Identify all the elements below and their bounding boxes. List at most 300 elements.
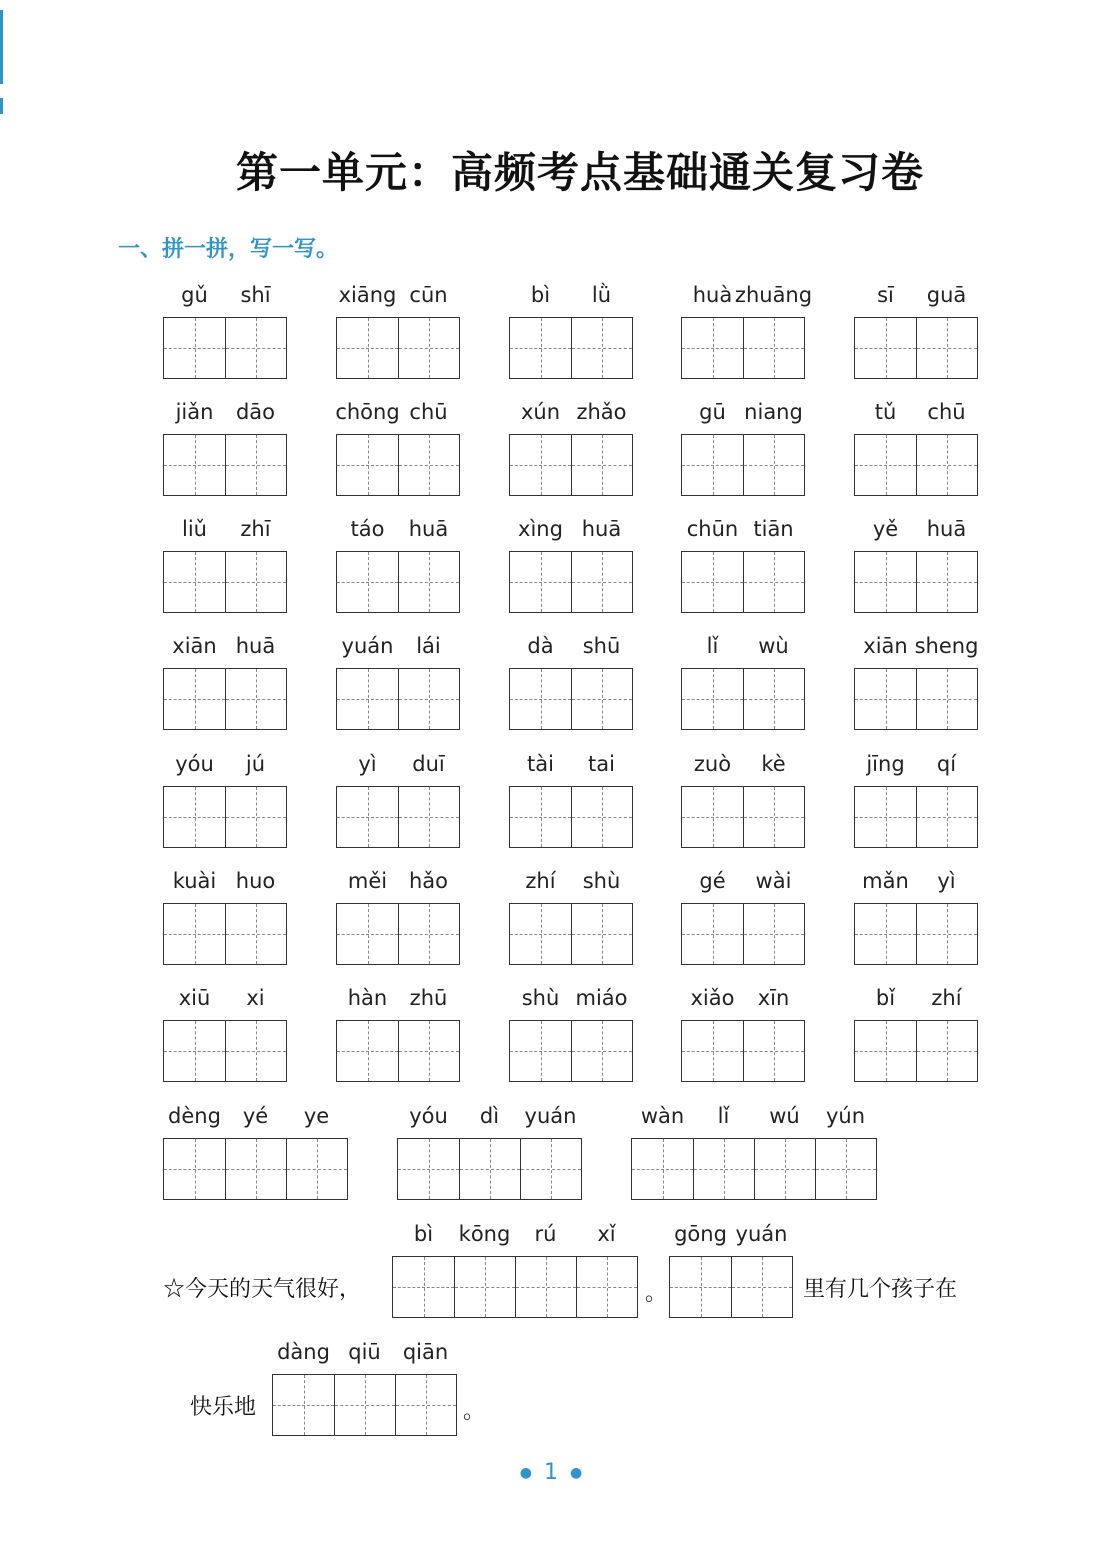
writing-cell[interactable] — [682, 1021, 743, 1081]
word-item — [509, 869, 634, 969]
pinyin-syllable: jiǎn — [175, 400, 214, 424]
writing-grid — [854, 317, 978, 379]
pinyin-label — [163, 283, 285, 311]
pinyin-label — [163, 400, 285, 428]
pinyin-label — [336, 283, 458, 311]
writing-cell[interactable] — [273, 1375, 334, 1435]
word-item — [854, 283, 979, 383]
writing-cell[interactable] — [454, 1257, 515, 1317]
writing-cell[interactable] — [743, 904, 804, 964]
writing-cell[interactable] — [682, 552, 743, 612]
pinyin-syllable: zhí — [931, 986, 962, 1010]
pinyin-syllable: dì — [479, 1104, 500, 1128]
writing-grid — [854, 903, 978, 965]
writing-cell[interactable] — [670, 1257, 731, 1317]
writing-cell[interactable] — [743, 1021, 804, 1081]
writing-grid — [163, 668, 287, 730]
writing-cell[interactable] — [395, 1375, 456, 1435]
word-item — [681, 283, 813, 383]
writing-cell[interactable] — [916, 435, 977, 495]
word-item — [854, 986, 979, 1086]
pinyin-syllable: dàng — [277, 1340, 330, 1364]
writing-grid — [392, 1256, 638, 1318]
word-item — [163, 517, 288, 617]
writing-cell[interactable] — [510, 787, 571, 847]
writing-grid — [681, 668, 805, 730]
pinyin-syllable: niang — [744, 400, 803, 424]
writing-cell[interactable] — [743, 669, 804, 729]
writing-grid — [509, 434, 633, 496]
pinyin-syllable: guā — [926, 283, 967, 307]
pinyin-syllable: qí — [936, 752, 957, 776]
writing-cell[interactable] — [682, 669, 743, 729]
writing-grid — [854, 1020, 978, 1082]
writing-cell[interactable] — [682, 318, 743, 378]
word-item — [509, 400, 634, 500]
word-item — [336, 869, 461, 969]
pinyin-syllable: yì — [358, 752, 377, 776]
writing-grid — [509, 786, 633, 848]
writing-cell[interactable] — [571, 318, 632, 378]
writing-cell[interactable] — [855, 435, 916, 495]
writing-grid — [163, 903, 287, 965]
word-item — [681, 752, 806, 852]
writing-grid — [397, 1138, 582, 1200]
writing-cell[interactable] — [398, 669, 459, 729]
pinyin-syllable: zhí — [525, 869, 556, 893]
writing-cell[interactable] — [632, 1139, 693, 1199]
writing-cell[interactable] — [743, 318, 804, 378]
sentence-text: 快乐地 — [190, 1395, 257, 1420]
pinyin-label — [854, 869, 976, 897]
writing-cell[interactable] — [164, 1021, 225, 1081]
writing-cell[interactable] — [576, 1257, 637, 1317]
pinyin-syllable: kōng — [458, 1222, 511, 1246]
word-item — [163, 986, 288, 1086]
writing-cell[interactable] — [337, 787, 398, 847]
pinyin-syllable: zhǎo — [576, 400, 627, 424]
writing-cell[interactable] — [571, 1021, 632, 1081]
word-item — [509, 283, 634, 383]
edge-mark — [0, 10, 3, 84]
writing-cell[interactable] — [164, 552, 225, 612]
pinyin-syllable: yóu — [175, 752, 214, 776]
sentence-text: 。 — [463, 1399, 486, 1424]
pinyin-syllable: bì — [413, 1222, 434, 1246]
writing-cell[interactable] — [855, 787, 916, 847]
pinyin-label — [854, 986, 976, 1014]
pinyin-label — [854, 400, 976, 428]
writing-cell[interactable] — [398, 318, 459, 378]
writing-cell[interactable] — [571, 435, 632, 495]
pinyin-syllable: cūn — [409, 283, 448, 307]
pinyin-syllable: huā — [235, 634, 276, 658]
word-item — [163, 752, 288, 852]
pinyin-syllable: gū — [699, 400, 726, 424]
pinyin-syllable: qiān — [402, 1340, 449, 1364]
pinyin-syllable: zhū — [409, 986, 448, 1010]
writing-cell[interactable] — [682, 787, 743, 847]
pinyin-syllable: rú — [534, 1222, 557, 1246]
pinyin-syllable: zhuāng — [734, 283, 813, 307]
writing-grid — [336, 786, 460, 848]
pinyin-syllable: xiū — [178, 986, 211, 1010]
pinyin-syllable: zuò — [693, 752, 732, 776]
pinyin-label — [681, 517, 803, 545]
writing-cell[interactable] — [334, 1375, 395, 1435]
writing-cell[interactable] — [571, 552, 632, 612]
pinyin-syllable: shū — [582, 634, 621, 658]
pinyin-label — [509, 400, 631, 428]
pinyin-syllable: wài — [755, 869, 792, 893]
edge-mark — [0, 98, 3, 114]
writing-grid — [509, 317, 633, 379]
writing-cell[interactable] — [337, 318, 398, 378]
pinyin-label — [509, 869, 631, 897]
pinyin-syllable: yì — [937, 869, 956, 893]
writing-cell[interactable] — [398, 1139, 459, 1199]
word-item — [163, 634, 288, 734]
writing-grid — [336, 434, 460, 496]
writing-cell[interactable] — [693, 1139, 754, 1199]
pinyin-syllable: xi — [246, 986, 265, 1010]
pinyin-syllable: yún — [825, 1104, 866, 1128]
sentence-blank — [669, 1222, 794, 1322]
dot-icon: ● — [570, 1465, 583, 1481]
writing-cell[interactable] — [916, 1021, 977, 1081]
writing-grid — [509, 668, 633, 730]
pinyin-label — [681, 400, 803, 428]
writing-cell[interactable] — [510, 904, 571, 964]
writing-grid — [681, 551, 805, 613]
pinyin-label — [854, 752, 976, 780]
pinyin-syllable: hǎo — [408, 869, 449, 893]
pinyin-syllable: yuán — [524, 1104, 577, 1128]
writing-cell[interactable] — [754, 1139, 815, 1199]
writing-grid — [336, 903, 460, 965]
pinyin-syllable: huo — [235, 869, 276, 893]
pinyin-syllable: yóu — [409, 1104, 448, 1128]
writing-cell[interactable] — [520, 1139, 581, 1199]
pinyin-label — [336, 517, 458, 545]
pinyin-label — [336, 752, 458, 780]
pinyin-label — [681, 634, 803, 662]
writing-grid — [681, 786, 805, 848]
pinyin-syllable: wù — [758, 634, 789, 658]
writing-cell[interactable] — [398, 552, 459, 612]
word-item — [854, 634, 979, 734]
pinyin-syllable: huà — [692, 283, 733, 307]
pinyin-syllable: duī — [412, 752, 445, 776]
writing-grid — [163, 434, 287, 496]
section-heading: 一、拼一拼，写一写。 — [118, 237, 339, 262]
writing-cell[interactable] — [225, 1021, 286, 1081]
pinyin-syllable: chōng — [335, 400, 400, 424]
word-item — [397, 1104, 583, 1204]
writing-cell[interactable] — [855, 1021, 916, 1081]
pinyin-label — [509, 517, 631, 545]
writing-cell[interactable] — [164, 1139, 225, 1199]
sentence-blank — [272, 1340, 458, 1440]
writing-cell[interactable] — [916, 318, 977, 378]
pinyin-label — [336, 400, 458, 428]
writing-cell[interactable] — [510, 435, 571, 495]
writing-cell[interactable] — [855, 669, 916, 729]
pinyin-syllable: dāo — [235, 400, 276, 424]
pinyin-label — [854, 283, 976, 311]
pinyin-syllable: yuán — [735, 1222, 788, 1246]
writing-cell[interactable] — [459, 1139, 520, 1199]
writing-cell[interactable] — [571, 904, 632, 964]
writing-cell[interactable] — [510, 552, 571, 612]
writing-grid — [336, 1020, 460, 1082]
writing-grid — [854, 668, 978, 730]
writing-cell[interactable] — [855, 318, 916, 378]
pinyin-syllable: tǔ — [874, 400, 897, 424]
writing-cell[interactable] — [286, 1139, 347, 1199]
writing-cell[interactable] — [398, 904, 459, 964]
word-item — [631, 1104, 878, 1204]
word-item — [681, 869, 806, 969]
writing-cell[interactable] — [164, 904, 225, 964]
word-item — [336, 752, 461, 852]
writing-cell[interactable] — [398, 787, 459, 847]
pinyin-syllable: bì — [530, 283, 551, 307]
pinyin-syllable: tài — [527, 752, 554, 776]
pinyin-label — [509, 634, 631, 662]
writing-cell[interactable] — [398, 1021, 459, 1081]
word-item — [509, 986, 634, 1086]
writing-grid — [681, 317, 805, 379]
pinyin-syllable: xǐ — [597, 1222, 616, 1246]
word-item — [681, 400, 806, 500]
pinyin-label — [163, 517, 285, 545]
pinyin-label — [336, 634, 458, 662]
writing-cell[interactable] — [731, 1257, 792, 1317]
pinyin-label — [681, 752, 803, 780]
writing-grid — [854, 551, 978, 613]
page-number-value: 1 — [544, 1460, 558, 1485]
pinyin-syllable: gé — [699, 869, 726, 893]
pinyin-syllable: huā — [926, 517, 967, 541]
pinyin-label — [163, 752, 285, 780]
pinyin-syllable: lǐ — [717, 1104, 730, 1128]
pinyin-syllable: mǎn — [862, 869, 909, 893]
writing-cell[interactable] — [164, 435, 225, 495]
pinyin-syllable: yě — [872, 517, 899, 541]
pinyin-syllable: xiān — [172, 634, 217, 658]
word-item — [163, 869, 288, 969]
word-item — [509, 634, 634, 734]
pinyin-syllable: huā — [408, 517, 449, 541]
writing-grid — [509, 1020, 633, 1082]
writing-grid — [509, 903, 633, 965]
pinyin-syllable: xìng — [518, 517, 563, 541]
writing-cell[interactable] — [571, 669, 632, 729]
pinyin-syllable: dèng — [168, 1104, 221, 1128]
writing-cell[interactable] — [916, 669, 977, 729]
pinyin-label — [163, 634, 285, 662]
pinyin-label — [336, 986, 458, 1014]
word-item — [336, 634, 461, 734]
pinyin-syllable: xīn — [757, 986, 790, 1010]
pinyin-syllable: tai — [588, 752, 615, 776]
writing-grid — [854, 434, 978, 496]
writing-cell[interactable] — [916, 904, 977, 964]
pinyin-syllable: chū — [927, 400, 966, 424]
pinyin-syllable: chūn — [686, 517, 739, 541]
writing-cell[interactable] — [682, 904, 743, 964]
writing-cell[interactable] — [337, 904, 398, 964]
pinyin-label — [854, 634, 979, 662]
writing-cell[interactable] — [510, 1021, 571, 1081]
sentence-text: ☆今天的天气很好， — [163, 1277, 362, 1302]
pinyin-syllable: huā — [581, 517, 622, 541]
word-item — [681, 517, 806, 617]
word-item — [854, 869, 979, 969]
writing-grid — [854, 786, 978, 848]
pinyin-label — [509, 283, 631, 311]
pinyin-syllable: dà — [527, 634, 554, 658]
pinyin-syllable: táo — [350, 517, 385, 541]
pinyin-label — [669, 1222, 791, 1250]
writing-cell[interactable] — [164, 669, 225, 729]
word-item — [681, 634, 806, 734]
writing-cell[interactable] — [743, 552, 804, 612]
writing-cell[interactable] — [682, 435, 743, 495]
writing-cell[interactable] — [337, 435, 398, 495]
writing-cell[interactable] — [225, 787, 286, 847]
pinyin-syllable: jīng — [866, 752, 905, 776]
writing-grid — [163, 551, 287, 613]
writing-cell[interactable] — [855, 904, 916, 964]
pinyin-label — [681, 986, 803, 1014]
writing-cell[interactable] — [393, 1257, 454, 1317]
word-item — [336, 400, 461, 500]
writing-cell[interactable] — [515, 1257, 576, 1317]
pinyin-label — [509, 986, 631, 1014]
pinyin-syllable: xiān — [863, 634, 908, 658]
writing-cell[interactable] — [510, 669, 571, 729]
pinyin-syllable: chū — [409, 400, 448, 424]
sentence-blank — [392, 1222, 639, 1322]
pinyin-syllable: shù — [582, 869, 621, 893]
pinyin-syllable: lǐ — [706, 634, 719, 658]
writing-cell[interactable] — [337, 552, 398, 612]
pinyin-label — [163, 869, 285, 897]
writing-grid — [681, 903, 805, 965]
writing-grid — [163, 1138, 348, 1200]
word-item — [163, 283, 288, 383]
writing-grid — [681, 434, 805, 496]
word-item — [854, 517, 979, 617]
writing-grid — [163, 786, 287, 848]
word-item — [681, 986, 806, 1086]
writing-grid — [669, 1256, 793, 1318]
writing-cell[interactable] — [337, 1021, 398, 1081]
word-item — [336, 283, 461, 383]
word-item — [163, 1104, 349, 1204]
pinyin-syllable: lái — [416, 634, 441, 658]
dot-icon: ● — [519, 1465, 532, 1481]
pinyin-syllable: qiū — [348, 1340, 381, 1364]
pinyin-syllable: kè — [761, 752, 786, 776]
word-item — [336, 986, 461, 1086]
writing-cell[interactable] — [398, 435, 459, 495]
pinyin-syllable: jú — [245, 752, 266, 776]
pinyin-syllable: sī — [877, 283, 894, 307]
pinyin-label — [681, 283, 813, 311]
sentence-text: 。 — [645, 1281, 668, 1306]
writing-cell[interactable] — [225, 669, 286, 729]
writing-cell[interactable] — [225, 318, 286, 378]
writing-cell[interactable] — [225, 904, 286, 964]
writing-grid — [336, 317, 460, 379]
pinyin-syllable: hàn — [347, 986, 388, 1010]
pinyin-syllable: gǔ — [181, 283, 208, 307]
pinyin-syllable: wàn — [640, 1104, 685, 1128]
writing-cell[interactable] — [225, 1139, 286, 1199]
pinyin-syllable: shī — [240, 283, 271, 307]
pinyin-label — [509, 752, 631, 780]
pinyin-syllable: lǜ — [591, 283, 612, 307]
writing-grid — [509, 551, 633, 613]
sentence-text: 里有几个孩子在 — [803, 1277, 958, 1302]
writing-cell[interactable] — [916, 787, 977, 847]
pinyin-label — [681, 869, 803, 897]
pinyin-syllable: gōng — [674, 1222, 727, 1246]
pinyin-syllable: sheng — [914, 634, 979, 658]
pinyin-label — [163, 1104, 346, 1132]
word-item — [163, 400, 288, 500]
writing-grid — [336, 668, 460, 730]
pinyin-syllable: xiǎo — [690, 986, 735, 1010]
writing-cell[interactable] — [743, 787, 804, 847]
writing-cell[interactable] — [571, 787, 632, 847]
word-item — [854, 752, 979, 852]
pinyin-label — [163, 986, 285, 1014]
writing-grid — [631, 1138, 877, 1200]
pinyin-label — [397, 1104, 580, 1132]
writing-cell[interactable] — [225, 435, 286, 495]
pinyin-syllable: yé — [242, 1104, 269, 1128]
pinyin-syllable: wú — [769, 1104, 800, 1128]
pinyin-syllable: xiāng — [338, 283, 397, 307]
page-title: 第一单元：高频考点基础通关复习卷 — [235, 148, 924, 197]
writing-cell[interactable] — [164, 318, 225, 378]
pinyin-syllable: miáo — [575, 986, 628, 1010]
pinyin-syllable: kuài — [172, 869, 217, 893]
writing-grid — [336, 551, 460, 613]
writing-cell[interactable] — [510, 318, 571, 378]
writing-cell[interactable] — [815, 1139, 876, 1199]
page-number — [0, 1460, 1102, 1485]
word-item — [509, 752, 634, 852]
pinyin-syllable: liǔ — [182, 517, 207, 541]
writing-cell[interactable] — [743, 435, 804, 495]
writing-cell[interactable] — [337, 669, 398, 729]
writing-grid — [163, 317, 287, 379]
word-item — [854, 400, 979, 500]
writing-cell[interactable] — [916, 552, 977, 612]
word-item — [336, 517, 461, 617]
pinyin-label — [854, 517, 976, 545]
pinyin-syllable: yuán — [341, 634, 394, 658]
writing-cell[interactable] — [855, 552, 916, 612]
writing-cell[interactable] — [164, 787, 225, 847]
writing-cell[interactable] — [225, 552, 286, 612]
pinyin-label — [631, 1104, 875, 1132]
